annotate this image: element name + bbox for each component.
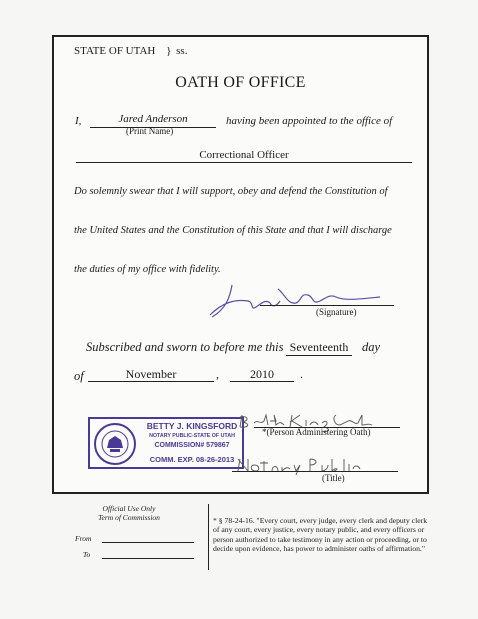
date-period: . [300,367,303,381]
to-label: To [83,550,91,559]
notary-seal-icon [93,422,137,466]
notary-name: BETTY J. KINGSFORD [146,421,238,431]
notary-stamp [88,417,244,469]
year-value: 2010 [250,367,274,381]
office-value: Correctional Officer [199,149,289,161]
title-label: (Title) [322,473,345,483]
month-underline [88,381,214,382]
title-handwriting [232,455,362,475]
oath-line-1: Do solemnly swear that I will support, obey and defend the Constitution of [74,186,388,197]
from-field[interactable] [102,542,194,543]
official-use-section [52,492,429,574]
appointed-text: having been appointed to the office of [226,115,393,127]
brace-glyph: } [166,45,172,57]
section-divider [208,504,209,570]
title-underline [232,471,398,472]
official-use-line-2: Term of Commission [98,513,160,522]
form-title: OATH OF OFFICE [175,74,306,91]
to-field[interactable] [102,558,194,559]
pronoun-label: I, [75,115,82,127]
month-value: November [125,367,177,381]
print-name-label: (Print Name) [126,126,174,136]
statute-note: * § 78-24-16. "Every court, every judge, every clerk and deputy clerk of any court, every justice, every notary public, and every officers or person authorized to take testimony in any action or proceeding, or to decide upon evidence, has power to administer oaths of affirmation." [213,516,428,554]
signature-scribble [204,277,384,321]
notary-title: NOTARY PUBLIC-STATE OF UTAH [149,433,235,439]
venue-line [74,45,187,57]
notary-expiry: COMM. EXP. 08-26-2013 [149,455,235,464]
official-use-heading [52,504,206,522]
day-value: Seventeenth [289,340,349,354]
official-use-line-1: Official Use Only [102,504,156,513]
ss-label: ss. [176,45,188,57]
year-underline [230,381,294,382]
notary-commission: COMMISSION# 579867 [154,442,230,449]
day-underline [286,355,352,356]
oath-line-2: the United States and the Constitution of this State and that I will discharge [74,225,392,236]
office-underline [76,162,412,163]
from-label: From [75,534,92,543]
oath-form [52,35,429,494]
day-word: day [362,340,381,354]
date-comma: , [216,367,219,381]
printed-name-value: Jared Anderson [118,113,188,125]
oath-line-3: the duties of my office with fidelity. [74,264,221,275]
state-label: STATE OF UTAH [74,45,156,57]
signature-label: (Signature) [316,307,357,317]
signature-underline [260,305,394,306]
administrator-label: *(Person Administering Oath) [262,427,371,437]
of-word: of [74,369,84,383]
sworn-intro: Subscribed and sworn to before me this [86,340,284,354]
